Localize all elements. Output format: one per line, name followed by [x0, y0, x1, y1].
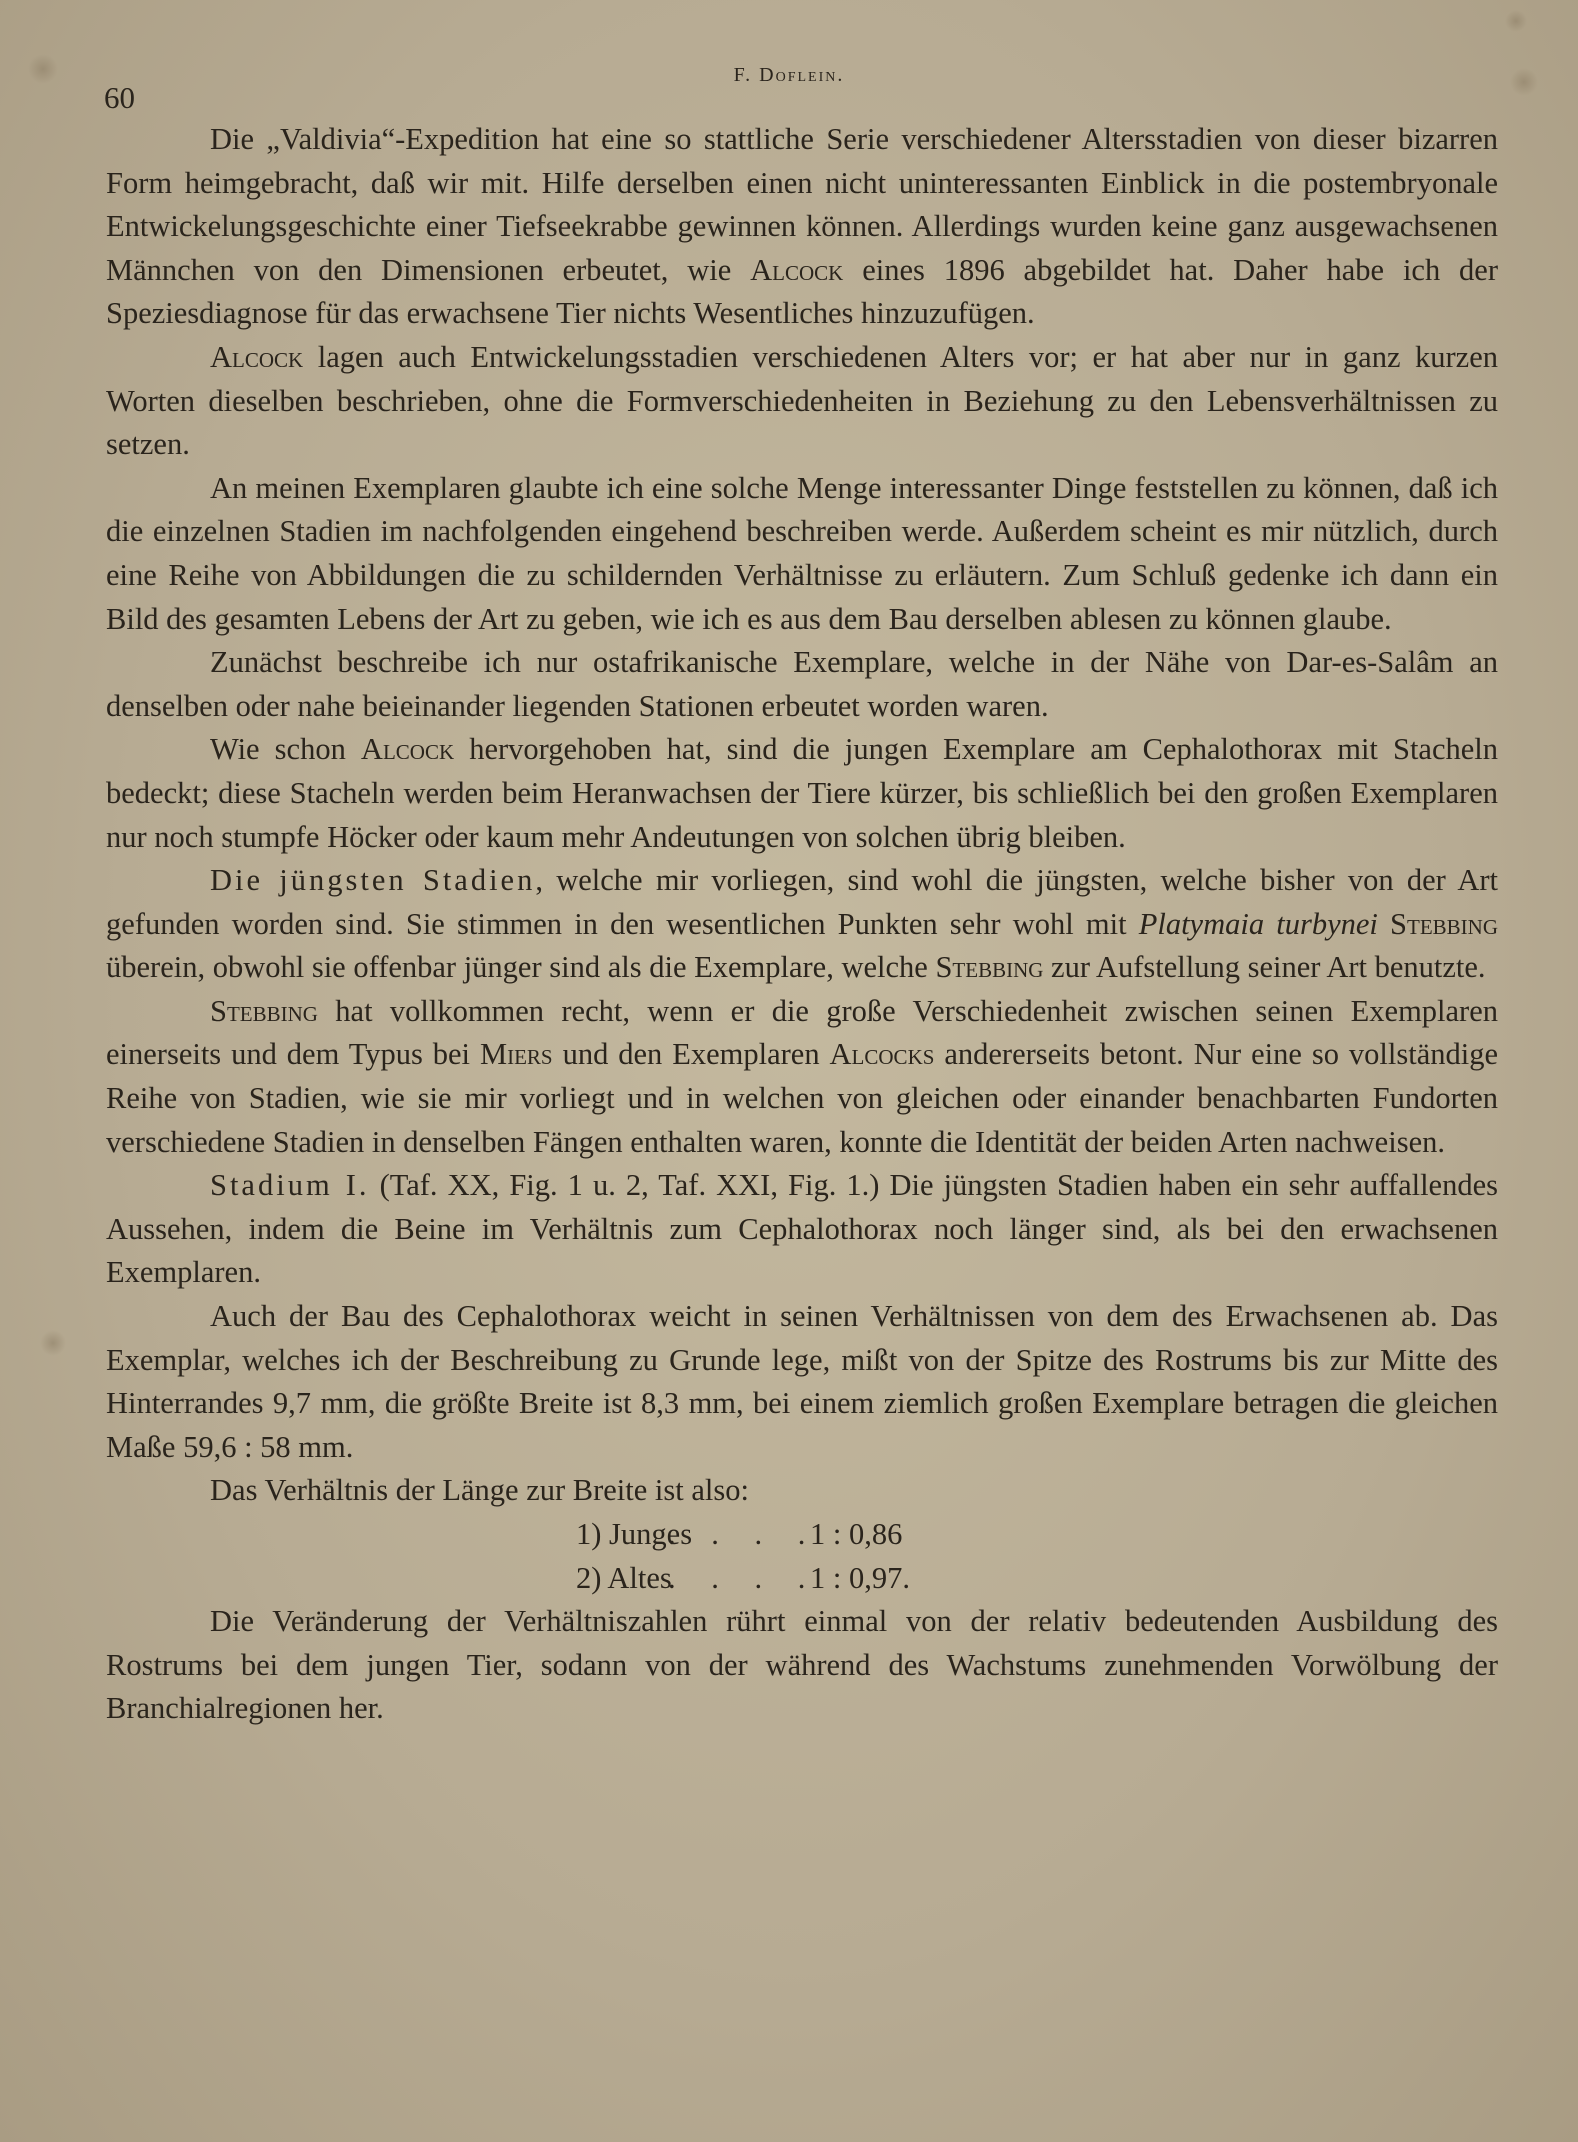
- ratio-list: [106, 1513, 1498, 1600]
- author-name: Stebbing: [1390, 906, 1499, 941]
- author-name: Alcock: [750, 252, 844, 287]
- ratio-row: [576, 1557, 1498, 1601]
- paragraph-5: [106, 728, 1498, 859]
- ratio-row: [576, 1513, 1498, 1557]
- running-head: F. Doflein.: [733, 64, 845, 86]
- paragraph-text: hervorgehoben hat, sind die jungen Exemplare am Cephalothorax mit Stacheln bedeckt; diese Stacheln werden beim Heranwachsen der Tiere kürzer, bis schließlich bei den großen Exemplaren nur noch stumpfe Höcker oder kaum mehr Andeutungen von solchen übrig bleiben.: [106, 732, 1498, 854]
- author-name: Alcock: [210, 339, 304, 374]
- body-text: [106, 118, 1498, 1731]
- author-name: Miers: [479, 1037, 553, 1072]
- ratio-value: 1 : 0,97.: [810, 1560, 910, 1595]
- paragraph-text: eines 1896 abgebildet hat. Daher habe ich der Speziesdiagnose für das erwachsene Tier nichts Wesentliches hinzuzufügen.: [106, 252, 1498, 331]
- paragraph-text: lagen auch Entwickelungsstadien verschiedenen Alters vor; er hat aber nur in ganz kurzen Worten dieselben beschrieben, ohne die Formverschiedenheiten in Beziehung zu den Lebensverhältnissen zu setzen.: [106, 339, 1498, 462]
- paragraph-text: andererseits betont. Nur eine so vollständige Reihe von Stadien, wie sie mir vorliegt und in welchen von gleichen oder einander benachbarten Fundorten verschiedene Stadien in denselben Fängen enthalten waren, konnte die Identität der beiden Arten nachweisen.: [106, 1037, 1499, 1159]
- paragraph-6: [106, 859, 1498, 990]
- paragraph-1: [106, 118, 1498, 336]
- paragraph-text: überein, obwohl sie offenbar jünger sind als die Exemplare, welche: [106, 950, 936, 985]
- paper-stain: [40, 1330, 66, 1356]
- paragraph-text: (Taf. XX, Fig. 1 u. 2, Taf. XXI, Fig. 1.) Die jüngsten Stadien haben ein sehr auffallendes Aussehen, indem die Beine im Verhältnis zum Cephalothorax noch länger sind, als bei den erwachsenen Exemplaren.: [106, 1168, 1498, 1290]
- paragraph-text: , welche mir vorliegen, sind wohl die jüngsten, welche bisher von der Art gefunden worden sind. Sie stimmen in den wesentlichen Punkten sehr wohl mit: [106, 863, 1498, 941]
- ratio-dots: . . . .: [668, 1517, 820, 1551]
- paragraph-text: Wie schon: [210, 732, 361, 767]
- paper-stain: [1505, 10, 1527, 32]
- paragraph-3: An meinen Exemplaren glaubte ich eine solche Menge interessanter Dinge feststellen zu können, daß ich die einzelnen Stadien im nachfolgenden eingehend beschreiben werde. Außerdem scheint es mir nützlich, durch eine Reihe von Abbildungen die zu schildernden Verhältnisse zu erläutern. Zum Schluß gedenke ich dann ein Bild des gesamten Lebens der Art zu geben, wie ich es aus dem Bau derselben ablesen zu können glaube.: [106, 470, 1498, 636]
- paragraph-text: und den Exemplaren: [552, 1037, 830, 1072]
- author-name: Alcocks: [829, 1037, 935, 1072]
- species-name: Platymaia turbynei: [1138, 906, 1378, 941]
- spaced-heading-text: Stadium I.: [210, 1168, 370, 1203]
- author-name: Stebbing: [210, 993, 318, 1028]
- paragraph-2: [106, 336, 1498, 467]
- ratio-value: 1 : 0,86: [810, 1517, 903, 1551]
- ratio-dots: . . . .: [668, 1560, 820, 1595]
- paragraph-9: Auch der Bau des Cephalothorax weicht in seinen Verhältnissen von dem des Erwachsenen ab. Das Exemplar, welches ich der Beschreibung zu Grunde lege, mißt von der Spitze des Rostrums bis zur Mitte des Hinterrandes 9,7 mm, die größte Breite ist 8,3 mm, bei einem ziemlich großen Exemplare betragen die gleichen Maße 59,6 : 58 mm.: [106, 1299, 1498, 1464]
- page-number: 60: [104, 80, 135, 115]
- author-name: Stebbing: [935, 950, 1044, 985]
- paragraph-text: Die „Valdivia“-Expedition hat eine so stattliche Serie verschiedener Altersstadien von dieser bizarren Form heimgebracht, daß wir mit. Hilfe derselben einen nicht uninteressanten Einblick in die postembryonale Entwickelungsgeschichte einer Tiefseekrabbe gewinnen können. Allerdings wurden keine ganz ausgewachsenen Männchen von den Dimensionen erbeutet, wie: [106, 122, 1498, 287]
- paragraph-10: Das Verhältnis der Länge zur Breite ist also:: [210, 1473, 749, 1508]
- paragraph-text: hat vollkommen recht, wenn er die große Verschiedenheit zwischen seinen Exemplaren einerseits und dem Typus bei: [106, 993, 1498, 1072]
- paragraph-7: [106, 990, 1498, 1164]
- paragraph-8: [106, 1164, 1498, 1295]
- paragraph-text: zur Aufstellung seiner Art benutzte.: [1043, 950, 1486, 985]
- ratio-label: 2) Altes: [576, 1560, 672, 1595]
- ratio-label: 1) Junges: [576, 1517, 693, 1551]
- paragraph-11: Die Veränderung der Verhältniszahlen rührt einmal von der relativ bedeutenden Ausbildung des Rostrums bei dem jungen Tier, sodann von der während des Wachstums zunehmenden Vorwölbung der Branchialregionen her.: [106, 1604, 1498, 1726]
- author-name: Alcock: [360, 732, 455, 767]
- spaced-heading-text: Die jüngsten Stadien: [210, 863, 536, 898]
- paragraph-4: Zunächst beschreibe ich nur ostafrikanische Exemplare, welche in der Nähe von Dar-es-Salâm an denselben oder nahe beieinander liegenden Stationen erbeutet worden waren.: [106, 645, 1498, 723]
